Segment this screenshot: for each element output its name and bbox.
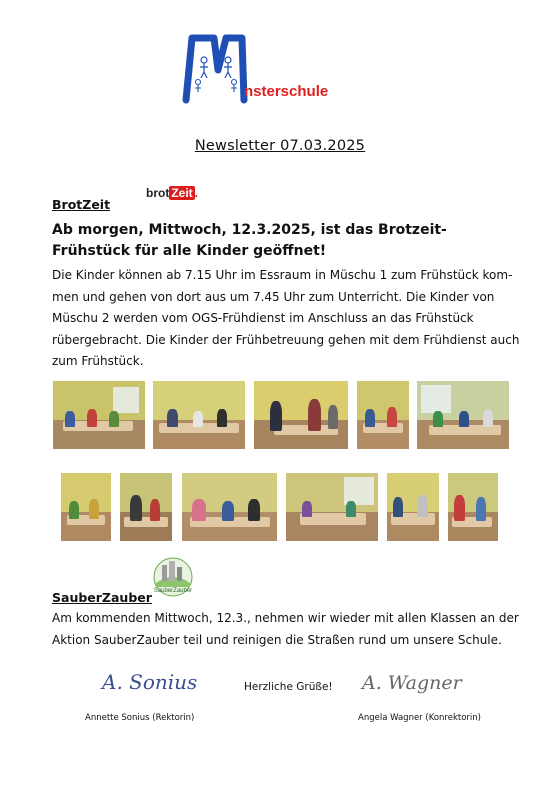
classroom-photo bbox=[182, 473, 277, 541]
classroom-photo bbox=[53, 381, 145, 449]
sauberzauber-body-text: Am kommenden Mittwoch, 12.3., nehmen wir wieder mit allen Klassen an der Aktion SauberZauber teil und reinigen die Straßen rund um unsere Schule. bbox=[52, 611, 519, 647]
classroom-photo bbox=[286, 473, 378, 541]
brotzeit-announcement: Ab morgen, Mittwoch, 12.3.2025, ist das Brotzeit-Frühstück für alle Kinder geöffnet! bbox=[52, 222, 447, 259]
sauberzauber-logo bbox=[150, 557, 196, 599]
brotzeit-logo-dot: . bbox=[194, 186, 199, 200]
brotzeit-logo-part1: brot bbox=[146, 186, 170, 200]
brotzeit-logo-part2: Zeit bbox=[171, 186, 193, 200]
sauberzauber-logo-text: SauberZauber bbox=[153, 588, 193, 594]
brotzeit-heading: BrotZeit bbox=[52, 197, 111, 212]
newsletter-title: Newsletter 07.03.2025 bbox=[194, 138, 366, 154]
brotzeit-logo bbox=[146, 186, 198, 200]
brotzeit-body-text: Die Kinder können ab 7.15 Uhr im Essraum in Müschu 1 zum Frühstück kom-men und gehen von dort aus um 7.45 Uhr zum Unterricht. Die Kinder von Müschu 2 werden vom OGS-Frühdienst im Anschluss an das Frühstück rübergebracht. Die Kinder der Frühbetreuung gehen mit dem Frühdienst auch zum Frühstück. bbox=[52, 268, 520, 368]
signatory-name-rektorin: Annette Sonius (Rektorin) bbox=[85, 713, 195, 723]
classroom-photo bbox=[254, 381, 348, 449]
closing-greeting: Herzliche Grüße! bbox=[244, 681, 333, 693]
classroom-photo bbox=[448, 473, 498, 541]
classroom-photo bbox=[61, 473, 111, 541]
sauberzauber-heading: SauberZauber bbox=[52, 590, 152, 605]
signatory-name-konrektorin: Angela Wagner (Konrektorin) bbox=[358, 713, 481, 723]
signature-right: A. Wagner bbox=[362, 672, 462, 694]
classroom-photo bbox=[357, 381, 409, 449]
classroom-photo bbox=[387, 473, 439, 541]
signature-left: A. Sonius bbox=[102, 670, 198, 694]
logo-wordmark: nsterschule bbox=[244, 83, 329, 100]
classroom-photo bbox=[120, 473, 172, 541]
classroom-photo bbox=[153, 381, 245, 449]
classroom-photo bbox=[417, 381, 509, 449]
